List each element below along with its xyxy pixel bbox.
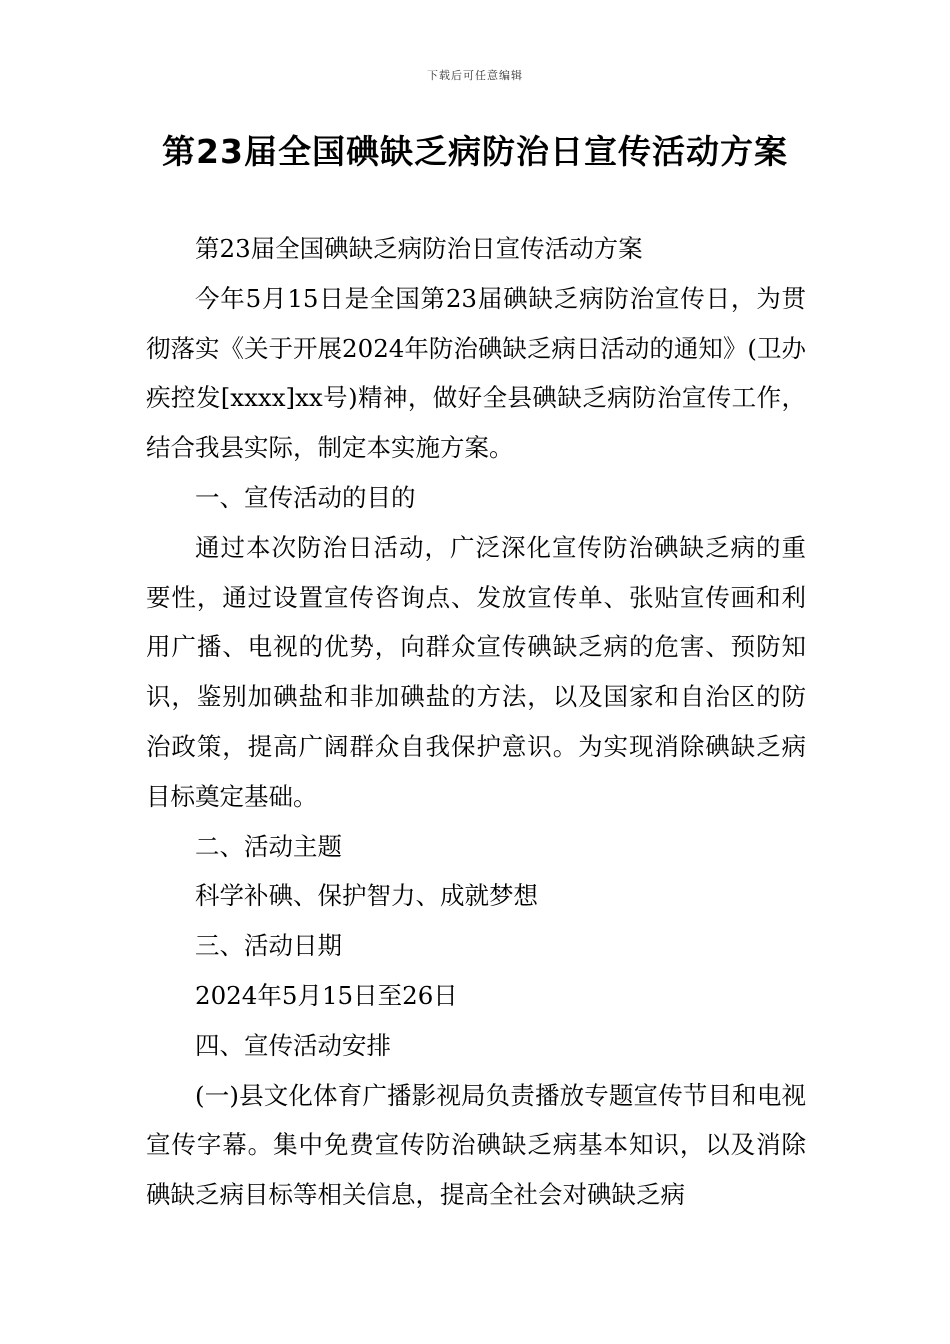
section-heading-theme: 二、活动主题 [195, 831, 342, 861]
body-paragraph-intro: 今年5月15日是全国第23届碘缺乏病防治宣传日，为贯彻落实《关于开展2024年防治碘缺乏病日活动的通知》(卫办疾控发[xxxx]xx号)精神，做好全县碘缺乏病防治宣传工作，结合我县实际，制定本实施方案。 [146, 283, 806, 463]
body-paragraph-dates: 2024年5月15日至26日 [195, 980, 458, 1010]
page-header-note: 下载后可任意编辑 [427, 69, 523, 82]
body-paragraph-purpose: 通过本次防治日活动，广泛深化宣传防治碘缺乏病的重要性，通过设置宣传咨询点、发放宣传单、张贴宣传画和利用广播、电视的优势，向群众宣传碘缺乏病的危害、预防知识，鉴别加碘盐和非加碘盐的方法，以及国家和自治区的防治政策，提高广阔群众自我保护意识。为实现消除碘缺乏病目标奠定基础。 [146, 532, 806, 811]
section-heading-purpose: 一、宣传活动的目的 [195, 482, 416, 512]
body-paragraph-arrangement-1: (一)县文化体育广播影视局负责播放专题宣传节目和电视宣传字幕。集中免费宣传防治碘缺乏病基本知识，以及消除碘缺乏病目标等相关信息，提高全社会对碘缺乏病 [146, 1080, 806, 1210]
body-paragraph-subtitle: 第23届全国碘缺乏病防治日宣传活动方案 [195, 234, 643, 263]
section-heading-arrangement: 四、宣传活动安排 [195, 1030, 391, 1060]
body-paragraph-theme: 科学补碘、保护智力、成就梦想 [195, 881, 538, 911]
document-title: 第23届全国碘缺乏病防治日宣传活动方案 [162, 132, 788, 171]
section-heading-dates: 三、活动日期 [195, 931, 342, 961]
document-body [146, 224, 806, 1220]
